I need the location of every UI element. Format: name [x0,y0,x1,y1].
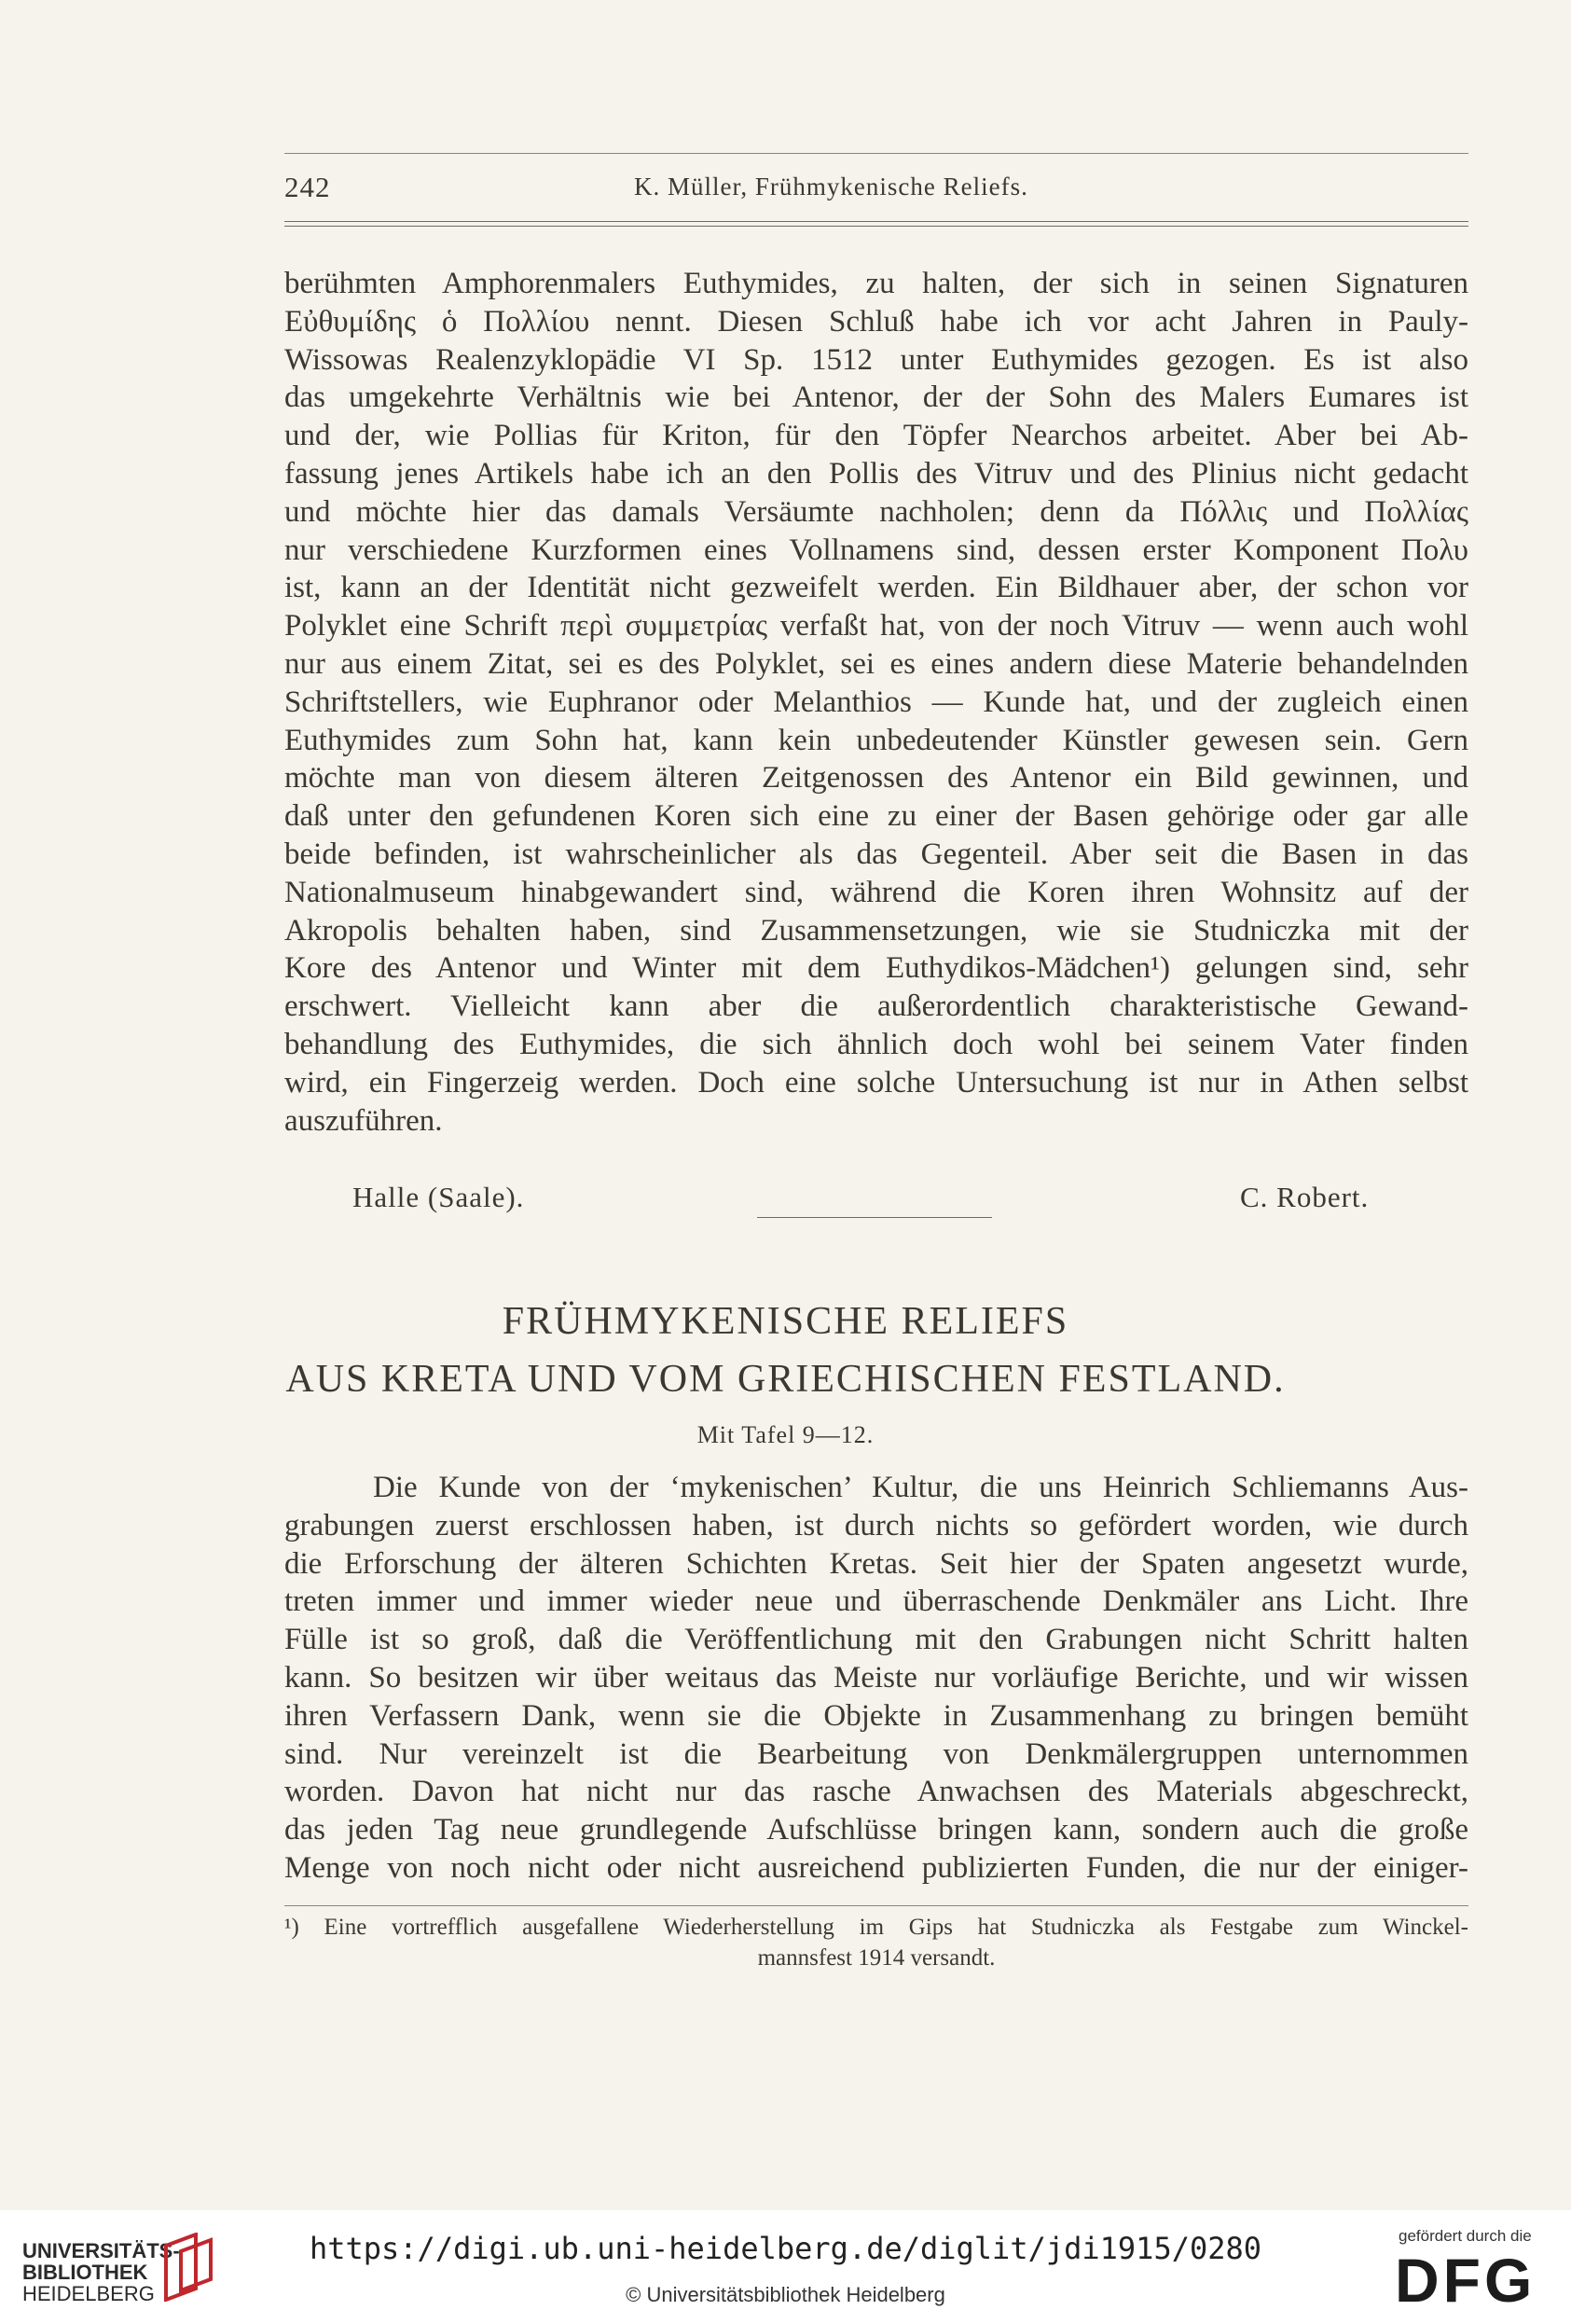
text-line: worden. Davon hat nicht nur das rasche Anwachsen des Materials abgeschreckt, [284,1775,1468,1809]
text-line: das umgekehrte Verhältnis wie bei Antenor, der der Sohn des Malers Eumares ist [284,380,1468,415]
text-line: wird, ein Fingerzeig werden. Doch eine solche Untersuchung ist nur in Athen selbst [284,1065,1468,1100]
text-line: erschwert. Vielleicht kann aber die außerordentlich charakteristische Gewand- [284,989,1468,1024]
article-title-line2: AUS KRETA UND VOM GRIECHISCHEN FESTLAND. [285,1358,1286,1401]
signature-author: C. Robert. [1240,1181,1370,1213]
header-top-rule [284,153,1468,154]
text-line: Εὐθυμίδης ὁ Πολλίου nennt. Diesen Schluß habe ich vor acht Jahren in Pauly- [284,304,1468,339]
text-line: und der, wie Pollias für Kriton, für den Töpfer Nearchos arbeitet. Aber bei Ab- [284,419,1468,453]
text-line: möchte man von diesem älteren Zeitgenossen des Antenor ein Bild gewinnen, und [284,761,1468,795]
text-line: und möchte hier das damals Versäumte nachholen; denn da Πόλλις und Πολλίας [284,494,1468,529]
footnote-line: mannsfest 1914 versandt. [757,1945,996,1971]
text-line: Wissowas Realenzyklopädie VI Sp. 1512 unter Euthymides gezogen. Es ist also [284,342,1468,377]
footnote-rule [284,1905,1468,1906]
text-line: Die Kunde von der ‘mykenischen’ Kultur, die uns Heinrich Schliemanns Aus- [373,1471,1468,1504]
footnote-line: ¹) Eine vortrefflich ausgefallene Wiederherstellung im Gips hat Studniczka als Festgabe zum Winckel- [284,1915,1468,1940]
text-line: Fülle ist so groß, daß die Veröffentlichung mit den Grabungen nicht Schritt halten [284,1623,1468,1657]
library-logo-text[interactable]: UNIVERSITÄTS- BIBLIOTHEK HEIDELBERG [22,2239,180,2305]
footnote [284,1912,1468,1973]
text-line: grabungen zuerst erschlossen haben, ist durch nichts so gefördert worden, wie durch [284,1508,1468,1542]
article-paragraph [284,1469,1468,1888]
text-line: nur verschiedene Kurzformen eines Vollnamens sind, dessen erster Komponent Πολυ [284,533,1468,567]
section-divider [757,1217,992,1218]
article-title-line1: FRÜHMYKENISCHE RELIEFS [502,1300,1069,1343]
text-line: nur aus einem Zitat, sei es des Polyklet, sei es eines andern diese Materie behandelnden [284,646,1468,681]
text-line: daß unter den gefundenen Koren sich eine zu einer der Basen gehörige oder gar alle [284,799,1468,834]
text-line: berühmten Amphorenmalers Euthymides, zu halten, der sich in seinen Signaturen [284,267,1468,300]
text-line: ist, kann an der Identität nicht gezweifelt werden. Ein Bildhauer aber, der schon vor [284,571,1468,605]
text-line: auszuführen. [284,1103,443,1138]
text-line: fassung jenes Artikels habe ich an den Pollis des Vitruv und des Plinius nicht gedacht [284,456,1468,491]
text-line: Menge von noch nicht oder nicht ausreichend publizierten Funden, die nur der einiger- [284,1850,1468,1885]
continued-text [284,265,1468,1140]
viewer-footer [0,2210,1571,2324]
article-subtitle: Mit Tafel 9—12. [696,1421,875,1448]
permalink-url[interactable]: https://digi.ub.uni-heidelberg.de/diglit/jdi1915/0280 [309,2231,1262,2266]
funding-note: gefördert durch die [1399,2227,1532,2245]
text-line: treten immer und immer wieder neue und überraschende Denkmäler ans Licht. Ihre [284,1584,1468,1619]
text-line: behandlung des Euthymides, die sich ähnlich doch wohl bei seinem Vater finden [284,1027,1468,1061]
text-line: beide befinden, ist wahrscheinlicher als das Gegenteil. Aber seit die Basen in das [284,837,1468,871]
text-line: Kore des Antenor und Winter mit dem Euthydikos-Mädchen¹) gelungen sind, sehr [284,951,1468,986]
header-bottom-rule [284,221,1468,227]
running-title: K. Müller, Frühmykenische Reliefs. [634,173,1028,201]
signature-place: Halle (Saale). [352,1181,525,1213]
text-line: das jeden Tag neue grundlegende Aufschlüsse bringen kann, sondern auch die große [284,1813,1468,1847]
text-line: Polyklet eine Schrift περὶ συμμετρίας verfaßt hat, von der noch Vitruv — wenn auch wohl [284,609,1468,643]
text-line: Euthymides zum Sohn hat, kann kein unbedeutender Künstler gewesen sein. Gern [284,723,1468,757]
dfg-logo[interactable]: DFG [1395,2246,1537,2315]
page-number: 242 [284,171,331,203]
text-line: ihren Verfassern Dank, wenn sie die Objekte in Zusammenhang zu bringen bemüht [284,1698,1468,1733]
text-line: kann. So besitzen wir über weitaus das Meiste nur vorläufige Berichte, und wir wissen [284,1660,1468,1695]
text-line: sind. Nur vereinzelt ist die Bearbeitung von Denkmälergruppen unternommen [284,1736,1468,1771]
text-line: Schriftstellers, wie Euphranor oder Melanthios — Kunde hat, und der zugleich einen [284,685,1468,719]
text-line: Akropolis behalten haben, sind Zusammensetzungen, wie sie Studniczka mit der [284,913,1468,948]
copyright-notice: © Universitätsbibliothek Heidelberg [626,2283,945,2306]
text-line: Nationalmuseum hinabgewandert sind, während die Koren ihren Wohnsitz auf der [284,875,1468,909]
text-line: die Erforschung der älteren Schichten Kretas. Seit hier der Spaten angesetzt wurde, [284,1546,1468,1581]
